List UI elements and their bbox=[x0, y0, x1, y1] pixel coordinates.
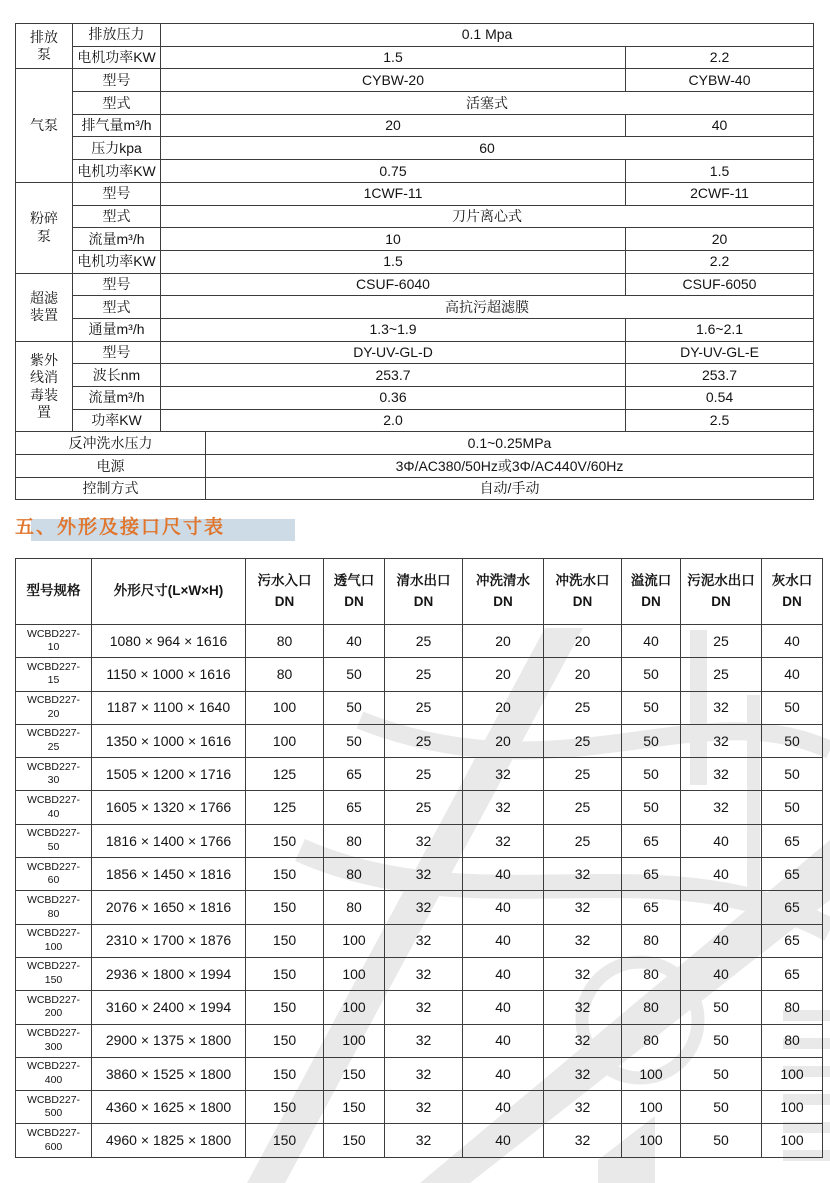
dn-value-cell: 32 bbox=[385, 1091, 463, 1124]
dn-value-cell: 80 bbox=[762, 1024, 823, 1057]
spec-footer-value-cell: 3Φ/AC380/50Hz或3Φ/AC440V/60Hz bbox=[206, 455, 814, 478]
dim-row bbox=[16, 724, 823, 757]
spec-value-cell: 253.7 bbox=[626, 364, 814, 387]
dn-value-cell: 25 bbox=[385, 724, 463, 757]
spec-row bbox=[16, 318, 814, 341]
dn-value-cell: 65 bbox=[762, 824, 823, 857]
spec-footer-value-cell: 0.1~0.25MPa bbox=[206, 432, 814, 455]
dn-value-cell: 50 bbox=[324, 658, 385, 691]
dn-value-cell: 65 bbox=[762, 891, 823, 924]
dn-value-cell: 50 bbox=[681, 1024, 762, 1057]
dn-value-cell: 65 bbox=[622, 824, 681, 857]
dn-value-cell: 150 bbox=[246, 1024, 324, 1057]
outline-dims-cell: 3160 × 2400 × 1994 bbox=[92, 991, 246, 1024]
spec-label-cell: 电机功率KW bbox=[73, 46, 161, 69]
outline-dims-cell: 2900 × 1375 × 1800 bbox=[92, 1024, 246, 1057]
spec-value-cell: 0.54 bbox=[626, 387, 814, 410]
dn-value-cell: 32 bbox=[463, 824, 544, 857]
dn-value-cell: 32 bbox=[544, 924, 622, 957]
dn-value-cell: 50 bbox=[622, 691, 681, 724]
dn-value-cell: 25 bbox=[385, 691, 463, 724]
spec-row bbox=[16, 341, 814, 364]
dn-value-cell: 40 bbox=[324, 625, 385, 658]
spec-footer-value-cell: 自动/手动 bbox=[206, 477, 814, 500]
spec-value-cell: 活塞式 bbox=[161, 92, 814, 115]
dn-value-cell: 150 bbox=[246, 891, 324, 924]
dn-value-cell: 80 bbox=[324, 858, 385, 891]
dn-value-cell: 65 bbox=[762, 924, 823, 957]
dn-value-cell: 32 bbox=[385, 991, 463, 1024]
dn-value-cell: 25 bbox=[681, 658, 762, 691]
dn-value-cell: 40 bbox=[463, 1091, 544, 1124]
dn-value-cell: 150 bbox=[246, 1057, 324, 1090]
dim-header-cell: 灰水口 DN bbox=[762, 559, 823, 625]
dn-value-cell: 32 bbox=[681, 691, 762, 724]
dn-value-cell: 100 bbox=[762, 1057, 823, 1090]
dn-value-cell: 20 bbox=[544, 625, 622, 658]
spec-label-cell: 型式 bbox=[73, 296, 161, 319]
spec-footer-label-cell: 控制方式 bbox=[16, 477, 206, 500]
dn-value-cell: 32 bbox=[544, 1091, 622, 1124]
dn-value-cell: 100 bbox=[246, 691, 324, 724]
dim-header-cell: 冲洗水口 DN bbox=[544, 559, 622, 625]
dn-value-cell: 50 bbox=[324, 724, 385, 757]
spec-row bbox=[16, 228, 814, 251]
model-cell: WCBD227- 200 bbox=[16, 991, 92, 1024]
spec-group-cell: 排放泵 bbox=[16, 24, 73, 69]
model-cell: WCBD227- 25 bbox=[16, 724, 92, 757]
dn-value-cell: 40 bbox=[681, 858, 762, 891]
dn-value-cell: 125 bbox=[246, 758, 324, 791]
dn-value-cell: 25 bbox=[544, 691, 622, 724]
spec-value-cell: CSUF-6040 bbox=[161, 273, 626, 296]
dn-value-cell: 65 bbox=[622, 891, 681, 924]
model-cell: WCBD227- 600 bbox=[16, 1124, 92, 1157]
spec-value-cell: 20 bbox=[626, 228, 814, 251]
spec-row bbox=[16, 137, 814, 160]
dn-value-cell: 32 bbox=[385, 824, 463, 857]
spec-label-cell: 型号 bbox=[73, 182, 161, 205]
spec-value-cell: DY-UV-GL-D bbox=[161, 341, 626, 364]
dim-header-cell: 污泥水出口 DN bbox=[681, 559, 762, 625]
spec-value-cell: CYBW-20 bbox=[161, 69, 626, 92]
dim-header-cell: 溢流口 DN bbox=[622, 559, 681, 625]
dn-value-cell: 150 bbox=[324, 1057, 385, 1090]
spec-label-cell: 电机功率KW bbox=[73, 160, 161, 183]
dim-row bbox=[16, 758, 823, 791]
dn-value-cell: 32 bbox=[544, 891, 622, 924]
dim-header-cell: 外形尺寸(L×W×H) bbox=[92, 559, 246, 625]
dn-value-cell: 80 bbox=[246, 625, 324, 658]
dn-value-cell: 125 bbox=[246, 791, 324, 824]
spec-row bbox=[16, 409, 814, 432]
dn-value-cell: 40 bbox=[463, 1124, 544, 1157]
dn-value-cell: 40 bbox=[463, 924, 544, 957]
spec-label-cell: 流量m³/h bbox=[73, 228, 161, 251]
dn-value-cell: 65 bbox=[762, 957, 823, 990]
outline-dims-cell: 1856 × 1450 × 1816 bbox=[92, 858, 246, 891]
dn-value-cell: 100 bbox=[324, 924, 385, 957]
dn-value-cell: 40 bbox=[762, 625, 823, 658]
spec-value-cell: 20 bbox=[161, 114, 626, 137]
model-cell: WCBD227- 20 bbox=[16, 691, 92, 724]
dn-value-cell: 40 bbox=[681, 891, 762, 924]
spec-label-cell: 流量m³/h bbox=[73, 387, 161, 410]
dn-value-cell: 80 bbox=[324, 891, 385, 924]
dn-value-cell: 32 bbox=[544, 957, 622, 990]
dn-value-cell: 40 bbox=[681, 824, 762, 857]
model-cell: WCBD227- 60 bbox=[16, 858, 92, 891]
dn-value-cell: 32 bbox=[544, 1024, 622, 1057]
dn-value-cell: 50 bbox=[622, 791, 681, 824]
outline-dims-cell: 1080 × 964 × 1616 bbox=[92, 625, 246, 658]
dn-value-cell: 50 bbox=[762, 791, 823, 824]
dn-value-cell: 50 bbox=[681, 1124, 762, 1157]
dn-value-cell: 25 bbox=[385, 791, 463, 824]
dim-row bbox=[16, 991, 823, 1024]
dn-value-cell: 65 bbox=[762, 858, 823, 891]
spec-group-cell: 紫外线消毒装置 bbox=[16, 341, 73, 432]
outline-dims-cell: 2310 × 1700 × 1876 bbox=[92, 924, 246, 957]
dn-value-cell: 25 bbox=[544, 758, 622, 791]
spec-row bbox=[16, 205, 814, 228]
dn-value-cell: 32 bbox=[681, 758, 762, 791]
dn-value-cell: 32 bbox=[385, 891, 463, 924]
spec-value-cell: 1.3~1.9 bbox=[161, 318, 626, 341]
dn-value-cell: 25 bbox=[385, 758, 463, 791]
dn-value-cell: 40 bbox=[463, 891, 544, 924]
spec-group-cell: 粉碎泵 bbox=[16, 182, 73, 273]
model-cell: WCBD227- 400 bbox=[16, 1057, 92, 1090]
outline-dims-cell: 3860 × 1525 × 1800 bbox=[92, 1057, 246, 1090]
dn-value-cell: 100 bbox=[622, 1124, 681, 1157]
spec-value-cell: 0.36 bbox=[161, 387, 626, 410]
outline-dims-cell: 1187 × 1100 × 1640 bbox=[92, 691, 246, 724]
dn-value-cell: 20 bbox=[463, 724, 544, 757]
spec-row bbox=[16, 24, 814, 47]
dim-row bbox=[16, 1057, 823, 1090]
spec-row bbox=[16, 182, 814, 205]
spec-value-cell: CYBW-40 bbox=[626, 69, 814, 92]
outline-dims-cell: 1505 × 1200 × 1716 bbox=[92, 758, 246, 791]
outline-dims-cell: 1816 × 1400 × 1766 bbox=[92, 824, 246, 857]
dim-row bbox=[16, 957, 823, 990]
dn-value-cell: 80 bbox=[246, 658, 324, 691]
dn-value-cell: 150 bbox=[246, 1124, 324, 1157]
outline-dims-cell: 1150 × 1000 × 1616 bbox=[92, 658, 246, 691]
spec-footer-label-cell: 反冲洗水压力 bbox=[16, 432, 206, 455]
spec-row bbox=[16, 387, 814, 410]
dn-value-cell: 100 bbox=[324, 957, 385, 990]
dn-value-cell: 150 bbox=[324, 1091, 385, 1124]
dn-value-cell: 150 bbox=[246, 924, 324, 957]
model-cell: WCBD227- 500 bbox=[16, 1091, 92, 1124]
dn-value-cell: 50 bbox=[762, 691, 823, 724]
dn-value-cell: 150 bbox=[246, 957, 324, 990]
dn-value-cell: 100 bbox=[762, 1091, 823, 1124]
dim-row bbox=[16, 858, 823, 891]
spec-value-cell: 0.1 Mpa bbox=[161, 24, 814, 47]
dn-value-cell: 32 bbox=[544, 858, 622, 891]
dim-header-cell: 清水出口 DN bbox=[385, 559, 463, 625]
spec-footer-row bbox=[16, 477, 814, 500]
dn-value-cell: 25 bbox=[544, 724, 622, 757]
dn-value-cell: 150 bbox=[246, 824, 324, 857]
spec-label-cell: 电机功率KW bbox=[73, 250, 161, 273]
spec-group-cell: 气泵 bbox=[16, 69, 73, 182]
dim-row bbox=[16, 924, 823, 957]
spec-label-cell: 压力kpa bbox=[73, 137, 161, 160]
dn-value-cell: 100 bbox=[622, 1091, 681, 1124]
spec-row bbox=[16, 250, 814, 273]
dn-value-cell: 50 bbox=[681, 1091, 762, 1124]
spec-label-cell: 型式 bbox=[73, 205, 161, 228]
outline-dims-cell: 2936 × 1800 × 1994 bbox=[92, 957, 246, 990]
model-cell: WCBD227- 30 bbox=[16, 758, 92, 791]
spec-value-cell: 1.6~2.1 bbox=[626, 318, 814, 341]
dim-header-cell: 透气口 DN bbox=[324, 559, 385, 625]
spec-value-cell: 40 bbox=[626, 114, 814, 137]
spec-value-cell: 2.2 bbox=[626, 250, 814, 273]
dim-row bbox=[16, 1124, 823, 1157]
spec-row bbox=[16, 92, 814, 115]
spec-row bbox=[16, 69, 814, 92]
spec-value-cell: 1.5 bbox=[161, 250, 626, 273]
dn-value-cell: 32 bbox=[544, 991, 622, 1024]
model-cell: WCBD227- 10 bbox=[16, 625, 92, 658]
dn-value-cell: 32 bbox=[385, 1024, 463, 1057]
dn-value-cell: 150 bbox=[246, 991, 324, 1024]
outline-dims-cell: 1605 × 1320 × 1766 bbox=[92, 791, 246, 824]
dn-value-cell: 40 bbox=[681, 957, 762, 990]
dn-value-cell: 80 bbox=[324, 824, 385, 857]
dn-value-cell: 50 bbox=[622, 658, 681, 691]
spec-group-cell: 超滤装置 bbox=[16, 273, 73, 341]
spec-value-cell: 刀片离心式 bbox=[161, 205, 814, 228]
dn-value-cell: 25 bbox=[385, 625, 463, 658]
spec-value-cell: 高抗污超滤膜 bbox=[161, 296, 814, 319]
spec-value-cell: 2.2 bbox=[626, 46, 814, 69]
dim-header-cell: 型号规格 bbox=[16, 559, 92, 625]
dn-value-cell: 40 bbox=[762, 658, 823, 691]
dn-value-cell: 40 bbox=[463, 1024, 544, 1057]
dn-value-cell: 50 bbox=[622, 758, 681, 791]
dim-row bbox=[16, 658, 823, 691]
dim-row bbox=[16, 791, 823, 824]
spec-footer-row bbox=[16, 432, 814, 455]
dim-row bbox=[16, 625, 823, 658]
spec-row bbox=[16, 46, 814, 69]
spec-row bbox=[16, 160, 814, 183]
spec-value-cell: 0.75 bbox=[161, 160, 626, 183]
dn-value-cell: 40 bbox=[463, 858, 544, 891]
dn-value-cell: 40 bbox=[622, 625, 681, 658]
dim-row bbox=[16, 891, 823, 924]
dn-value-cell: 80 bbox=[622, 924, 681, 957]
equipment-spec-table bbox=[15, 23, 814, 500]
dimension-table bbox=[15, 558, 823, 1158]
spec-value-cell: 1.5 bbox=[161, 46, 626, 69]
dn-value-cell: 25 bbox=[544, 824, 622, 857]
spec-value-cell: 1CWF-11 bbox=[161, 182, 626, 205]
dn-value-cell: 40 bbox=[463, 957, 544, 990]
spec-label-cell: 排气量m³/h bbox=[73, 114, 161, 137]
dim-header-cell: 冲洗清水 DN bbox=[463, 559, 544, 625]
spec-row bbox=[16, 273, 814, 296]
dn-value-cell: 20 bbox=[544, 658, 622, 691]
spec-row bbox=[16, 296, 814, 319]
spec-value-cell: DY-UV-GL-E bbox=[626, 341, 814, 364]
dn-value-cell: 100 bbox=[622, 1057, 681, 1090]
dim-row bbox=[16, 691, 823, 724]
spec-value-cell: 1.5 bbox=[626, 160, 814, 183]
dn-value-cell: 32 bbox=[544, 1057, 622, 1090]
dn-value-cell: 25 bbox=[681, 625, 762, 658]
dim-row bbox=[16, 824, 823, 857]
spec-label-cell: 型号 bbox=[73, 341, 161, 364]
dn-value-cell: 50 bbox=[762, 758, 823, 791]
dn-value-cell: 40 bbox=[681, 924, 762, 957]
spec-value-cell: 2CWF-11 bbox=[626, 182, 814, 205]
dn-value-cell: 100 bbox=[324, 1024, 385, 1057]
spec-value-cell: 10 bbox=[161, 228, 626, 251]
dn-value-cell: 32 bbox=[385, 924, 463, 957]
outline-dims-cell: 1350 × 1000 × 1616 bbox=[92, 724, 246, 757]
model-cell: WCBD227- 80 bbox=[16, 891, 92, 924]
dn-value-cell: 50 bbox=[762, 724, 823, 757]
dn-value-cell: 65 bbox=[622, 858, 681, 891]
dim-row bbox=[16, 1024, 823, 1057]
dn-value-cell: 25 bbox=[544, 791, 622, 824]
dn-value-cell: 50 bbox=[622, 724, 681, 757]
dn-value-cell: 32 bbox=[463, 791, 544, 824]
dn-value-cell: 80 bbox=[622, 1024, 681, 1057]
spec-row bbox=[16, 114, 814, 137]
model-cell: WCBD227- 300 bbox=[16, 1024, 92, 1057]
dn-value-cell: 20 bbox=[463, 625, 544, 658]
dn-value-cell: 40 bbox=[463, 1057, 544, 1090]
spec-value-cell: 2.0 bbox=[161, 409, 626, 432]
dn-value-cell: 20 bbox=[463, 691, 544, 724]
dn-value-cell: 50 bbox=[681, 991, 762, 1024]
outline-dims-cell: 4360 × 1625 × 1800 bbox=[92, 1091, 246, 1124]
dn-value-cell: 150 bbox=[246, 858, 324, 891]
spec-row bbox=[16, 364, 814, 387]
dn-value-cell: 150 bbox=[324, 1124, 385, 1157]
spec-label-cell: 型式 bbox=[73, 92, 161, 115]
dn-value-cell: 40 bbox=[463, 991, 544, 1024]
dn-value-cell: 25 bbox=[385, 658, 463, 691]
model-cell: WCBD227- 50 bbox=[16, 824, 92, 857]
spec-label-cell: 排放压力 bbox=[73, 24, 161, 47]
spec-label-cell: 波长nm bbox=[73, 364, 161, 387]
dn-value-cell: 32 bbox=[544, 1124, 622, 1157]
spec-footer-label-cell: 电源 bbox=[16, 455, 206, 478]
dim-header-row bbox=[16, 559, 823, 625]
dim-header-cell: 污水入口 DN bbox=[246, 559, 324, 625]
spec-footer-row bbox=[16, 455, 814, 478]
dn-value-cell: 32 bbox=[385, 858, 463, 891]
dn-value-cell: 100 bbox=[324, 991, 385, 1024]
model-cell: WCBD227- 15 bbox=[16, 658, 92, 691]
spec-label-cell: 功率KW bbox=[73, 409, 161, 432]
dn-value-cell: 80 bbox=[762, 991, 823, 1024]
spec-value-cell: 2.5 bbox=[626, 409, 814, 432]
dn-value-cell: 32 bbox=[385, 1124, 463, 1157]
dn-value-cell: 32 bbox=[681, 724, 762, 757]
dn-value-cell: 100 bbox=[246, 724, 324, 757]
spec-value-cell: CSUF-6050 bbox=[626, 273, 814, 296]
dn-value-cell: 32 bbox=[463, 758, 544, 791]
dn-value-cell: 80 bbox=[622, 957, 681, 990]
dn-value-cell: 50 bbox=[324, 691, 385, 724]
dn-value-cell: 32 bbox=[681, 791, 762, 824]
dn-value-cell: 32 bbox=[385, 1057, 463, 1090]
dn-value-cell: 100 bbox=[762, 1124, 823, 1157]
outline-dims-cell: 4960 × 1825 × 1800 bbox=[92, 1124, 246, 1157]
dn-value-cell: 20 bbox=[463, 658, 544, 691]
dn-value-cell: 65 bbox=[324, 791, 385, 824]
model-cell: WCBD227- 100 bbox=[16, 924, 92, 957]
dn-value-cell: 65 bbox=[324, 758, 385, 791]
dn-value-cell: 50 bbox=[681, 1057, 762, 1090]
model-cell: WCBD227- 150 bbox=[16, 957, 92, 990]
spec-label-cell: 型号 bbox=[73, 273, 161, 296]
spec-value-cell: 253.7 bbox=[161, 364, 626, 387]
outline-dims-cell: 2076 × 1650 × 1816 bbox=[92, 891, 246, 924]
dn-value-cell: 150 bbox=[246, 1091, 324, 1124]
dim-row bbox=[16, 1091, 823, 1124]
spec-value-cell: 60 bbox=[161, 137, 814, 160]
model-cell: WCBD227- 40 bbox=[16, 791, 92, 824]
section-title: 五、外形及接口尺寸表 bbox=[15, 517, 226, 538]
spec-label-cell: 型号 bbox=[73, 69, 161, 92]
spec-label-cell: 通量m³/h bbox=[73, 318, 161, 341]
dn-value-cell: 80 bbox=[622, 991, 681, 1024]
dn-value-cell: 32 bbox=[385, 957, 463, 990]
